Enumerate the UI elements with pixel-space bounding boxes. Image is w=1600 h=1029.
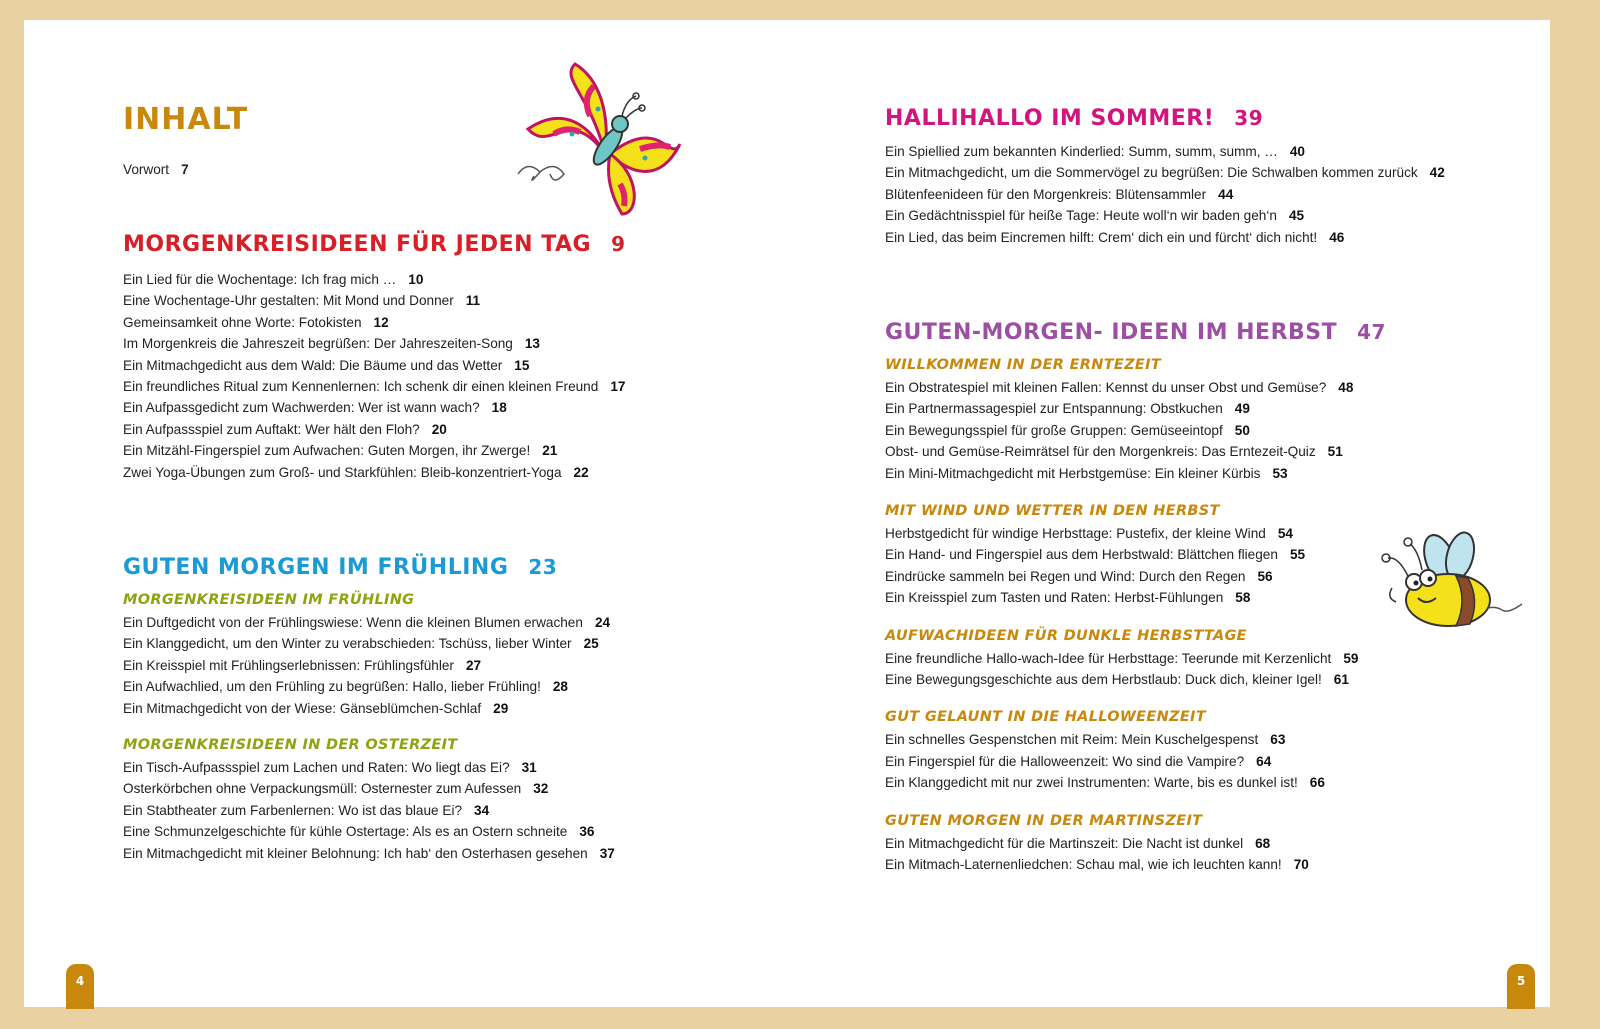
entry-page: 55	[1289, 547, 1306, 563]
page-title: INHALT	[123, 102, 249, 137]
entry-text: Zwei Yoga-Übungen zum Groß- und Starkfühlen: Bleib-konzentriert-Yoga	[123, 464, 562, 480]
entry-text: Im Morgenkreis die Jahreszeit begrüßen: Der Jahreszeiten-Song	[123, 336, 513, 352]
entry-page: 21	[542, 443, 558, 459]
section-page: 23	[528, 555, 558, 579]
toc-entry[interactable]	[123, 312, 763, 333]
toc-entry[interactable]	[885, 398, 1525, 419]
subsection-title: MORGENKREISIDEEN IM FRÜHLING	[123, 592, 415, 608]
entry-text: Ein schnelles Gespenstchen mit Reim: Mein Kuschelgespenst	[885, 732, 1259, 748]
page-number-left: 4	[66, 964, 94, 1009]
entry-page: 22	[573, 464, 589, 480]
toc-entry[interactable]	[885, 463, 1525, 484]
section-page: 39	[1234, 106, 1264, 130]
entry-page: 17	[610, 379, 626, 395]
toc-entry[interactable]	[123, 419, 763, 440]
toc-entry[interactable]	[885, 669, 1525, 690]
toc-entry[interactable]	[123, 290, 763, 311]
entry-text: Eindrücke sammeln bei Regen und Wind: Durch den Regen	[885, 568, 1246, 584]
section-page: 47	[1357, 320, 1386, 344]
entry-page: 11	[465, 293, 481, 309]
entry-text: Eine Bewegungsgeschichte aus dem Herbstlaub: Duck dich, kleiner Igel!	[885, 672, 1322, 688]
entry-page: 59	[1343, 650, 1359, 666]
entry-text: Blütenfeenideen für den Morgenkreis: Blütensammler	[885, 186, 1207, 202]
entry-list	[123, 269, 763, 483]
entry-page: 10	[408, 272, 424, 287]
entry-page: 61	[1333, 672, 1349, 688]
toc-entry[interactable]	[885, 184, 1525, 205]
entry-list	[123, 757, 763, 864]
entry-page: 66	[1309, 775, 1325, 791]
entry-text: Ein Klanggedicht mit nur zwei Instrumenten: Warte, bis es dunkel ist!	[885, 775, 1298, 791]
entry-page: 44	[1218, 186, 1234, 202]
entry-text: Herbstgedicht für windige Herbsttage: Pustefix, der kleine Wind	[885, 526, 1266, 542]
subsection-title: AUFWACHIDEEN FÜR DUNKLE HERBSTTAGE	[885, 627, 1247, 644]
toc-entry[interactable]	[885, 441, 1525, 462]
subsection-title: MIT WIND UND WETTER IN DEN HERBST	[885, 503, 1220, 520]
entry-text: Ein Lied für die Wochentage: Ich frag mich …	[123, 272, 397, 287]
entry-list	[885, 833, 1525, 876]
entry-text: Ein Kreisspiel zum Tasten und Raten: Herbst-Fühlungen	[885, 590, 1224, 606]
section-everyday	[123, 230, 763, 483]
entry-text: Ein Gedächtnisspiel für heiße Tage: Heute woll‘n wir baden geh‘n	[885, 208, 1277, 224]
entry-text: Ein Duftgedicht von der Frühlingswiese: Wenn die kleinen Blumen erwachen	[123, 615, 583, 630]
entry-page: 24	[594, 615, 611, 630]
entry-text: Obst- und Gemüse-Reimrätsel für den Morgenkreis: Das Erntezeit-Quiz	[885, 444, 1316, 460]
entry-page: 46	[1329, 229, 1345, 245]
section-title[interactable]	[885, 318, 1525, 347]
entry-text: Ein Mini-Mitmachgedicht mit Herbstgemüse: Ein kleiner Kürbis	[885, 465, 1261, 481]
toc-entry[interactable]	[123, 440, 763, 461]
entry-page: 36	[579, 824, 595, 840]
toc-entry[interactable]	[123, 757, 763, 778]
section-title[interactable]	[885, 104, 1525, 133]
entry-page: 58	[1235, 590, 1251, 606]
entry-page: 28	[552, 679, 568, 695]
toc-entry[interactable]	[885, 729, 1525, 750]
entry-page: 68	[1255, 835, 1271, 851]
entry-list	[123, 612, 763, 719]
toc-entry[interactable]	[885, 648, 1525, 669]
entry-page: 7	[181, 162, 189, 177]
toc-entry[interactable]	[123, 778, 763, 799]
entry-text: Ein Mitzähl-Fingerspiel zum Aufwachen: Guten Morgen, ihr Zwerge!	[123, 443, 531, 459]
toc-entry[interactable]	[885, 854, 1525, 875]
entry-page: 64	[1256, 753, 1272, 769]
toc-entry[interactable]	[123, 676, 763, 697]
entry-page: 18	[491, 400, 507, 416]
entry-page: 63	[1270, 732, 1286, 748]
entry-page: 13	[524, 336, 540, 352]
section-title-text: HALLIHALLO IM SOMMER!	[885, 106, 1215, 131]
entry-text: Eine freundliche Hallo-wach-Idee für Herbsttage: Teerunde mit Kerzenlicht	[885, 650, 1332, 666]
toc-entry[interactable]	[123, 843, 763, 864]
entry-page: 56	[1257, 568, 1273, 584]
toc-entry[interactable]	[123, 397, 763, 418]
entry-text: Ein Mitmachgedicht, um die Sommervögel zu begrüßen: Die Schwalben kommen zurück	[885, 165, 1418, 181]
entry-text: Ein Partnermassagespiel zur Entspannung: Obstkuchen	[885, 401, 1223, 417]
entry-text: Ein Bewegungsspiel für große Gruppen: Gemüseeintopf	[885, 422, 1223, 438]
entry-text: Ein Mitmachgedicht von der Wiese: Gänseblümchen-Schlaf	[123, 700, 482, 716]
entry-page: 70	[1293, 857, 1309, 873]
section-summer	[885, 104, 1525, 248]
entry-list	[885, 648, 1525, 691]
toc-entry[interactable]	[123, 612, 763, 633]
toc-entry[interactable]	[123, 800, 763, 821]
entry-text: Ein Fingerspiel für die Halloweenzeit: Wo sind die Vampire?	[885, 753, 1245, 769]
butterfly-illustration	[510, 54, 690, 224]
toc-entry[interactable]	[123, 333, 763, 354]
entry-page: 32	[533, 781, 549, 797]
section-title-text: GUTEN MORGEN IM FRÜHLING	[123, 555, 509, 580]
entry-text: Osterkörbchen ohne Verpackungsmüll: Osternester zum Aufessen	[123, 781, 522, 797]
section-spring	[123, 553, 763, 864]
book-spread	[24, 20, 1550, 1007]
toc-entry[interactable]	[123, 821, 763, 842]
toc-entry[interactable]	[123, 376, 763, 397]
toc-entry[interactable]	[885, 227, 1525, 248]
entry-text: Ein Mitmach-Laternenliedchen: Schau mal, wie ich leuchten kann!	[885, 857, 1282, 873]
section-page: 9	[611, 232, 626, 256]
entry-text: Eine Wochentage-Uhr gestalten: Mit Mond und Donner	[123, 293, 454, 309]
entry-text: Ein Mitmachgedicht aus dem Wald: Die Bäume und das Wetter	[123, 357, 503, 373]
toc-entry[interactable]	[885, 772, 1525, 793]
entry-text: Vorwort	[123, 162, 170, 177]
section-title-text: GUTEN-MORGEN- IDEEN IM HERBST	[885, 320, 1338, 345]
toc-entry[interactable]	[885, 205, 1525, 226]
subsection-title: GUTEN MORGEN IN DER MARTINSZEIT	[885, 812, 1203, 829]
section-title-text: MORGENKREISIDEEN FÜR JEDEN TAG	[123, 232, 592, 257]
toc-entry[interactable]	[885, 420, 1525, 441]
entry-page: 12	[373, 314, 389, 330]
toc-entry[interactable]	[885, 162, 1525, 183]
toc-entry[interactable]	[123, 269, 763, 290]
entry-text: Ein Spiellied zum bekannten Kinderlied: Summ, summ, summ, …	[885, 144, 1278, 159]
toc-entry[interactable]	[885, 141, 1525, 162]
entry-text: Ein Hand- und Fingerspiel aus dem Herbstwald: Blättchen fliegen	[885, 547, 1278, 563]
entry-text: Ein Aufwachlied, um den Frühling zu begrüßen: Hallo, lieber Frühling!	[123, 679, 541, 695]
entry-page: 29	[493, 700, 509, 716]
subsection-title: WILLKOMMEN IN DER ERNTEZEIT	[885, 357, 1161, 373]
toc-entry[interactable]	[123, 633, 763, 654]
entry-page: 48	[1338, 380, 1354, 395]
toc-entry[interactable]	[123, 655, 763, 676]
entry-page: 34	[474, 802, 490, 818]
entry-text: Ein Tisch-Aufpassspiel zum Lachen und Raten: Wo liegt das Ei?	[123, 760, 510, 776]
entry-text: Eine Schmunzelgeschichte für kühle Ostertage: Als es an Ostern schneite	[123, 824, 568, 840]
entry-text: Ein Klanggedicht, um den Winter zu verabschieden: Tschüss, lieber Winter	[123, 636, 572, 652]
entry-text: Ein Kreisspiel mit Frühlingserlebnissen: Frühlingsfühler	[123, 657, 454, 673]
page-number-right: 5	[1507, 964, 1535, 1009]
entry-page: 31	[521, 760, 537, 776]
entry-page: 49	[1234, 401, 1250, 417]
entry-list	[885, 141, 1525, 248]
entry-text: Ein Mitmachgedicht mit kleiner Belohnung: Ich hab‘ den Osterhasen gesehen	[123, 845, 588, 861]
toc-entry[interactable]	[123, 698, 763, 719]
entry-text: Ein Aufpassspiel zum Auftakt: Wer hält den Floh?	[123, 421, 420, 437]
entry-page: 37	[599, 845, 615, 861]
entry-text: Ein Aufpassgedicht zum Wachwerden: Wer ist wann wach?	[123, 400, 480, 416]
entry-text: Ein freundliches Ritual zum Kennenlernen: Ich schenk dir einen kleinen Freund	[123, 379, 599, 395]
entry-text: Gemeinsamkeit ohne Worte: Fotokisten	[123, 314, 362, 330]
entry-list	[885, 377, 1525, 484]
bee-illustration	[1378, 520, 1528, 640]
entry-page: 45	[1288, 208, 1305, 224]
entry-list	[885, 729, 1525, 793]
toc-entry[interactable]	[123, 355, 763, 376]
entry-page: 20	[431, 421, 447, 437]
entry-text: Ein Lied, das beim Eincremen hilft: Crem‘ dich ein und fürcht‘ dich nicht!	[885, 229, 1318, 245]
entry-page: 50	[1234, 422, 1250, 438]
entry-text: Ein Stabtheater zum Farbenlernen: Wo ist das blaue Ei?	[123, 802, 463, 818]
toc-entry[interactable]	[885, 377, 1525, 398]
entry-page: 40	[1289, 144, 1305, 159]
section-title[interactable]	[123, 230, 763, 259]
entry-page: 54	[1277, 526, 1293, 542]
section-title[interactable]	[123, 553, 763, 582]
subsection-title: GUT GELAUNT IN DIE HALLOWEENZEIT	[885, 709, 1206, 726]
entry-text: Ein Obstratespiel mit kleinen Fallen: Kennst du unser Obst und Gemüse?	[885, 380, 1327, 395]
entry-page: 15	[514, 357, 530, 373]
toc-entry[interactable]	[885, 751, 1525, 772]
entry-page: 53	[1272, 465, 1288, 481]
entry-page: 42	[1429, 165, 1445, 181]
entry-page: 25	[583, 636, 599, 652]
subsection-title: MORGENKREISIDEEN IN DER OSTERZEIT	[123, 737, 458, 754]
entry-page: 51	[1327, 444, 1343, 460]
entry-page: 27	[465, 657, 482, 673]
toc-entry[interactable]	[123, 462, 763, 483]
entry-text: Ein Mitmachgedicht für die Martinszeit: Die Nacht ist dunkel	[885, 835, 1244, 851]
toc-entry[interactable]	[885, 833, 1525, 854]
